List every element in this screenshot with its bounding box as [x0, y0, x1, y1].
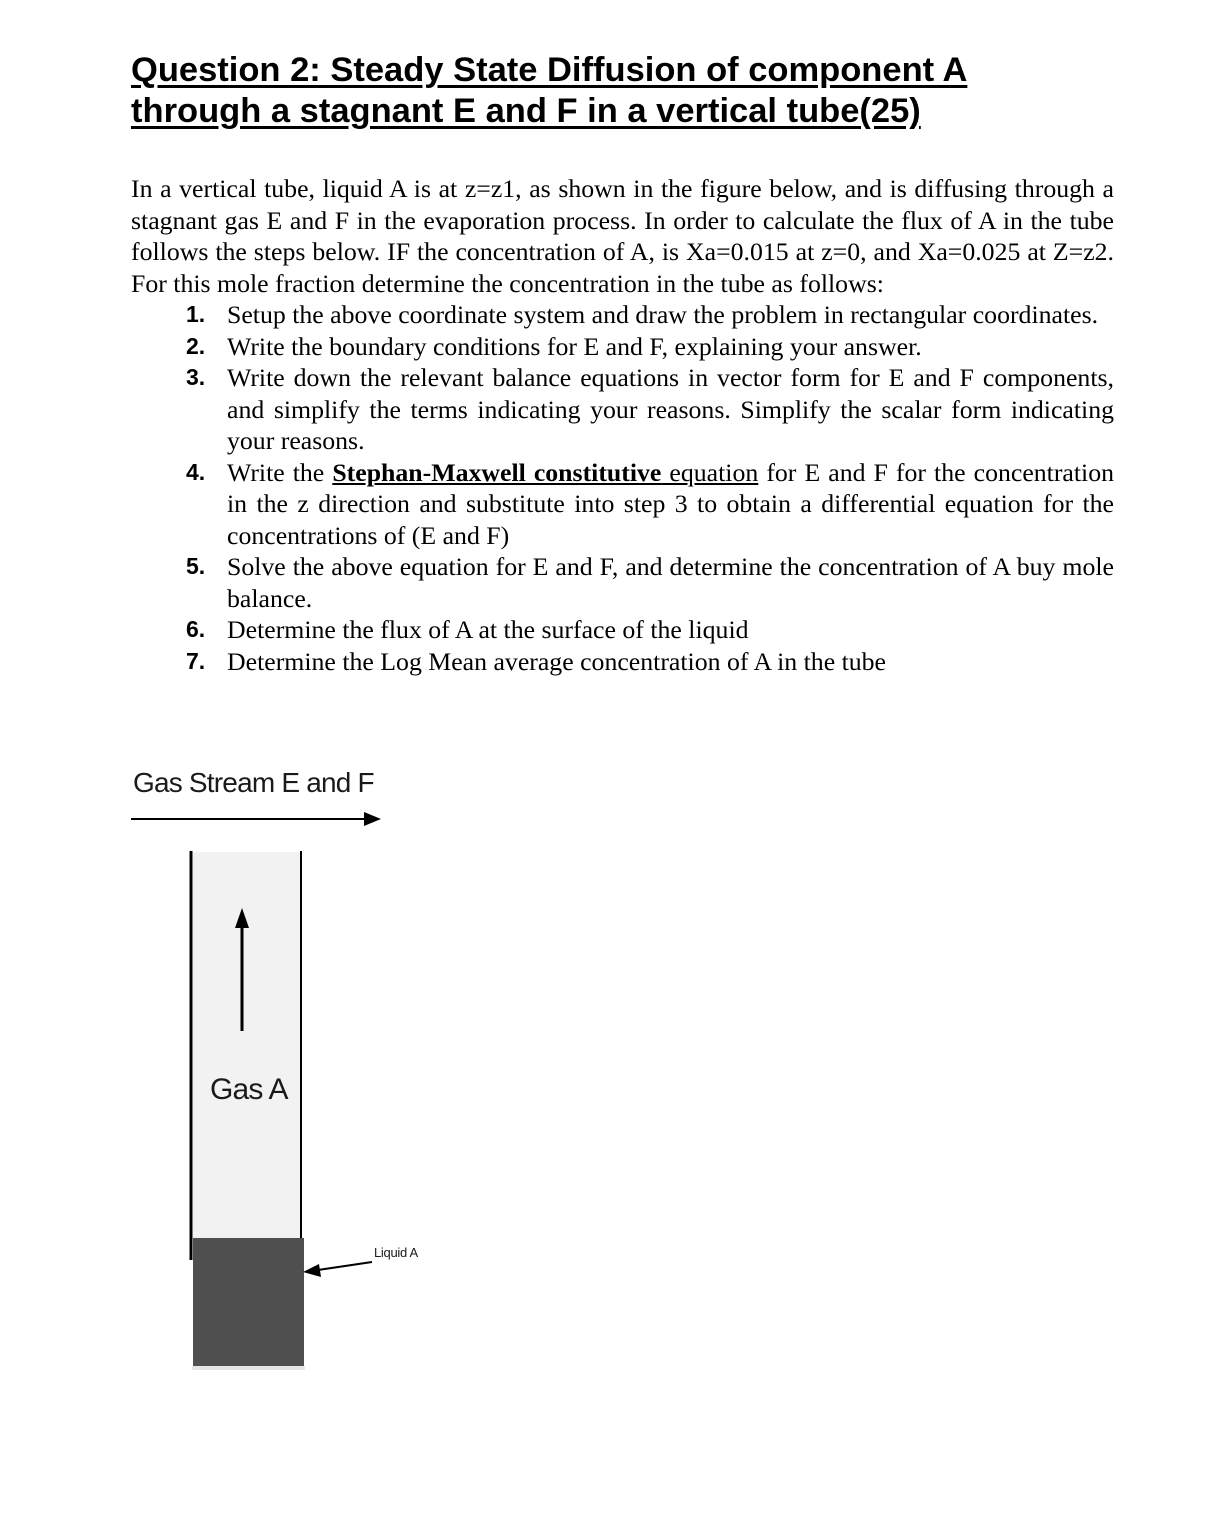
step-number: 3.: [186, 364, 206, 390]
stephan-maxwell-term: Stephan-Maxwell constitutive: [332, 457, 662, 487]
gas-stream-label: Gas Stream E and F: [133, 767, 374, 798]
step-text: Setup the above coordinate system and draw the problem in rectangular coordinates.: [227, 300, 1099, 329]
step-text-pre: Write the: [227, 457, 333, 487]
step-number: 5.: [186, 553, 206, 579]
step-text: Solve the above equation for E and F, and determine the concentration of A buy mole balance.: [227, 552, 1114, 613]
step-text: Write down the relevant balance equations in vector form for E and F components, and simplify the terms indicating your reasons. Simplify the scalar form indicating your reasons.: [227, 363, 1114, 455]
equation-term: equation: [661, 457, 759, 487]
intro-paragraph: In a vertical tube, liquid A is at z=z1, as shown in the figure below, and is diffusing through a stagnant gas E and F in the evaporation process. In order to calculate the flux of A in the tube follows the steps below. IF the concentration of A, is Xa=0.015 at z=0, and Xa=0.025 at Z=z2. For this mole fraction determine the concentration in the tube as follows:: [131, 174, 1114, 298]
title-line-1: Question 2: Steady State Diffusion of component A: [131, 51, 968, 89]
step-number: 2.: [186, 332, 206, 359]
liquid-a-label: Liquid A: [374, 1245, 418, 1260]
step-number: 6.: [186, 616, 206, 642]
step-text: Write the boundary conditions for E and F, explaining your answer.: [227, 331, 922, 361]
step-text: Determine the flux of A at the surface of the liquid: [227, 615, 749, 644]
liquid-base-shadow: [192, 1366, 305, 1370]
tube-gas-region: [193, 852, 300, 1238]
step-number: 1.: [186, 301, 206, 327]
step-number: 4.: [186, 458, 206, 485]
liquid-pointer-arrow-icon: [303, 1262, 372, 1277]
gas-a-label: Gas A: [210, 1073, 288, 1106]
gas-stream-arrow-icon: [131, 812, 381, 826]
step-number: 7.: [186, 647, 206, 674]
title-line-2: through a stagnant E and F in a vertical tube(25): [131, 92, 921, 130]
step-text-post: for E and F for the concentration in the z direction and substitute into step 3 to obtain a differential equation for the concentrations of (E and F): [227, 457, 1115, 550]
liquid-a-region: [193, 1238, 304, 1366]
step-text: Determine the Log Mean average concentration of A in the tube: [227, 646, 887, 676]
